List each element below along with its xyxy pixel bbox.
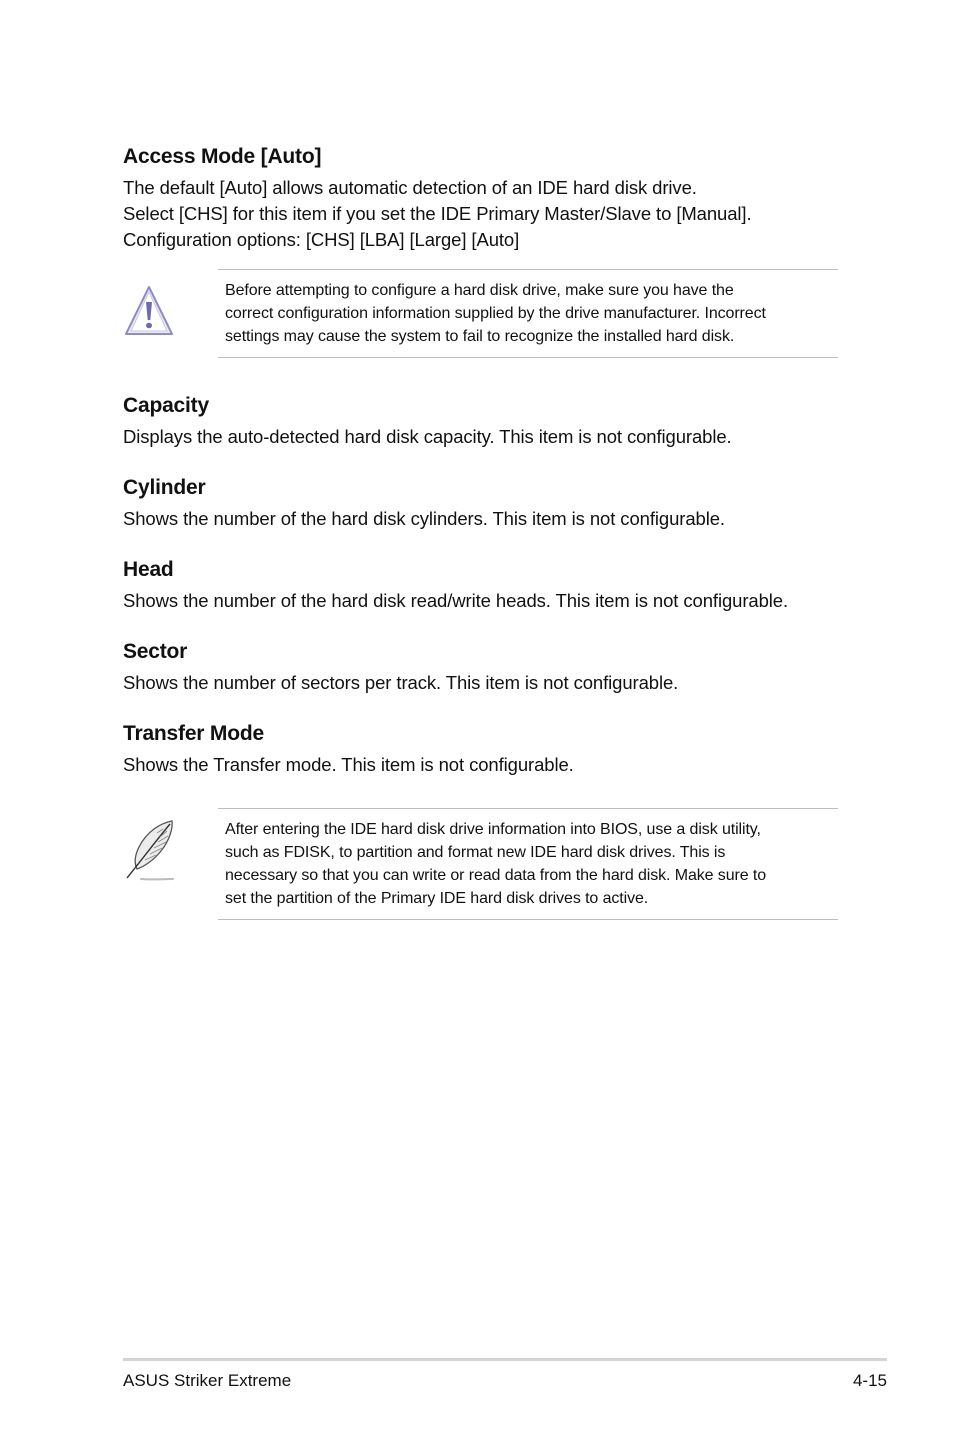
heading-sector: Sector [123, 640, 188, 663]
heading-cylinder: Cylinder [123, 476, 206, 499]
capacity-description: Displays the auto-detected hard disk capacity. This item is not configurable. [123, 426, 732, 447]
section-access-mode [123, 143, 838, 253]
warning-line-2: correct configuration information supplied by the drive manufacturer. Incorrect [225, 305, 766, 322]
cylinder-description: Shows the number of the hard disk cylinders. This item is not configurable. [123, 508, 725, 529]
heading-capacity: Capacity [123, 394, 209, 417]
transfer-mode-description: Shows the Transfer mode. This item is not configurable. [123, 754, 574, 775]
head-description: Shows the number of the hard disk read/write heads. This item is not configurable. [123, 590, 789, 611]
access-mode-line-1: The default [Auto] allows automatic detection of an IDE hard disk drive. [123, 177, 697, 198]
tip-line-2: such as FDISK, to partition and format new IDE hard disk drives. This is [225, 844, 726, 861]
footer-page-number: 4-15 [852, 1371, 887, 1390]
section-head [123, 556, 838, 614]
access-mode-line-2: Select [CHS] for this item if you set the IDE Primary Master/Slave to [Manual]. [123, 203, 752, 224]
section-sector [123, 638, 838, 696]
warning-line-1: Before attempting to configure a hard disk drive, make sure you have the [225, 282, 734, 299]
tip-line-4: set the partition of the Primary IDE hard disk drives to active. [225, 890, 649, 907]
feather-quill-icon [123, 817, 175, 881]
sector-description: Shows the number of sectors per track. This item is not configurable. [123, 672, 679, 693]
tip-note [218, 808, 838, 920]
access-mode-description [123, 175, 838, 253]
warning-line-3: settings may cause the system to fail to recognize the installed hard disk. [225, 328, 735, 345]
warning-note [218, 269, 838, 358]
page-footer [123, 1358, 887, 1390]
heading-access-mode: Access Mode [Auto] [123, 145, 322, 168]
section-cylinder [123, 474, 838, 532]
heading-transfer-mode: Transfer Mode [123, 722, 264, 745]
section-capacity [123, 392, 838, 450]
footer-product-name: ASUS Striker Extreme [123, 1371, 292, 1390]
tip-line-1: After entering the IDE hard disk drive information into BIOS, use a disk utility, [225, 821, 761, 838]
tip-line-3: necessary so that you can write or read data from the hard disk. Make sure to [225, 867, 767, 884]
warning-triangle-icon [123, 282, 175, 346]
section-transfer-mode [123, 720, 838, 778]
heading-head: Head [123, 558, 174, 581]
page-content [123, 143, 838, 920]
access-mode-line-3: Configuration options: [CHS] [LBA] [Large] [Auto] [123, 229, 520, 250]
